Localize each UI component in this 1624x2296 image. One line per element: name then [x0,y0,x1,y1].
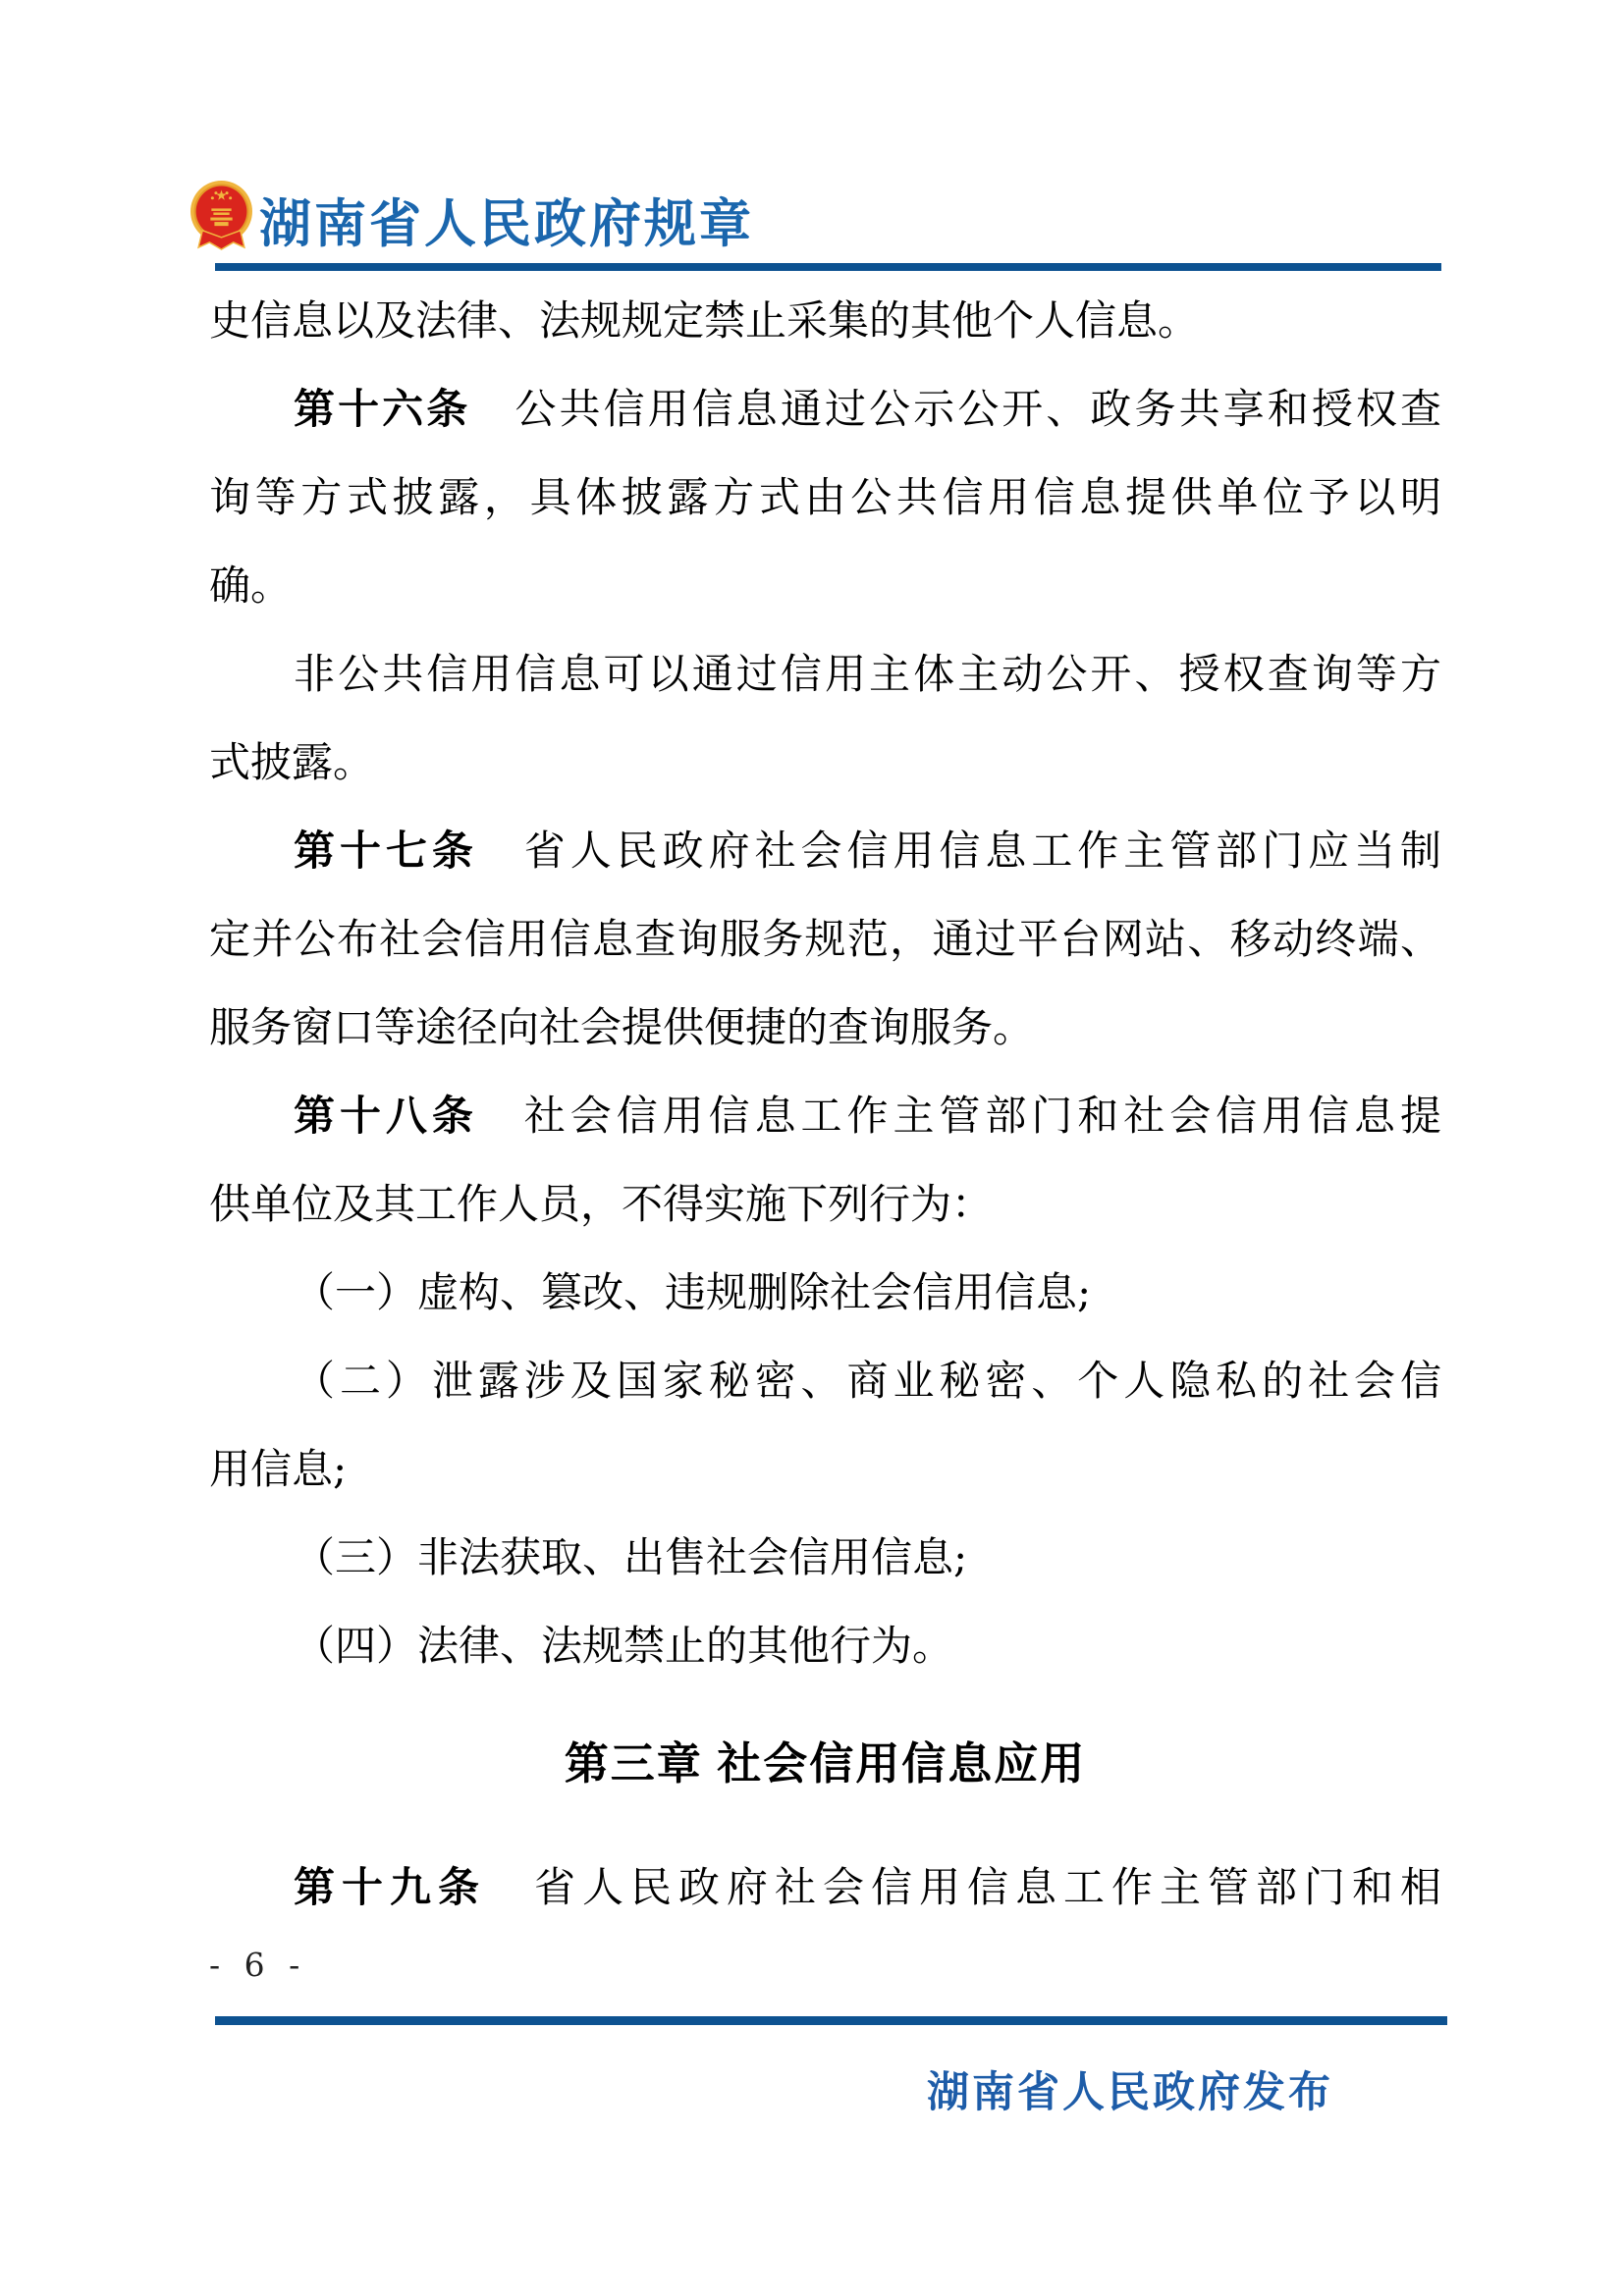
body-line: 式披露。 [209,738,375,786]
footer-divider-line [215,2016,1447,2025]
body-line: 第十九条 省人民政府社会信用信息工作主管部门和相 [294,1863,1441,1911]
body-line: （三）非法获取、出售社会信用信息; [294,1533,968,1581]
body-line: 确。 [209,561,293,610]
body-line: 第十七条 省人民政府社会信用信息工作主管部门应当制 [294,827,1441,875]
body-line: 非公共信用信息可以通过信用主体主动公开、授权查询等方 [294,650,1441,698]
china-national-emblem-icon [189,179,254,252]
document-header-title: 湖南省人民政府规章 [259,195,754,253]
header-divider-line [215,263,1441,271]
body-line: （二）泄露涉及国家秘密、商业秘密、个人隐私的社会信 [294,1357,1441,1405]
body-line: （四）法律、法规禁止的其他行为。 [294,1622,954,1670]
body-line: 第十八条 社会信用信息工作主管部门和社会信用信息提 [294,1092,1441,1140]
body-lines [209,277,1441,1932]
body-line: 定并公布社会信用信息查询服务规范，通过平台网站、移动终端、 [209,915,1441,963]
body-line: 服务窗口等途径向社会提供便捷的查询服务。 [209,1003,1035,1051]
body-line: （一）虚构、篡改、违规删除社会信用信息; [294,1268,1092,1316]
publisher-label: 湖南省人民政府发布 [927,2069,1333,2116]
page-number: - 6 - [209,1946,307,1984]
body-line: 第十六条 公共信用信息通过公示公开、政务共享和授权查 [294,385,1441,433]
body-line: 询等方式披露，具体披露方式由公共信用信息提供单位予以明 [209,473,1441,521]
chapter-heading: 第三章 社会信用信息应用 [564,1738,1087,1789]
body-line: 史信息以及法律、法规规定禁止采集的其他个人信息。 [209,296,1200,345]
body-line: 供单位及其工作人员，不得实施下列行为： [209,1180,994,1228]
body-line: 用信息; [209,1445,348,1493]
